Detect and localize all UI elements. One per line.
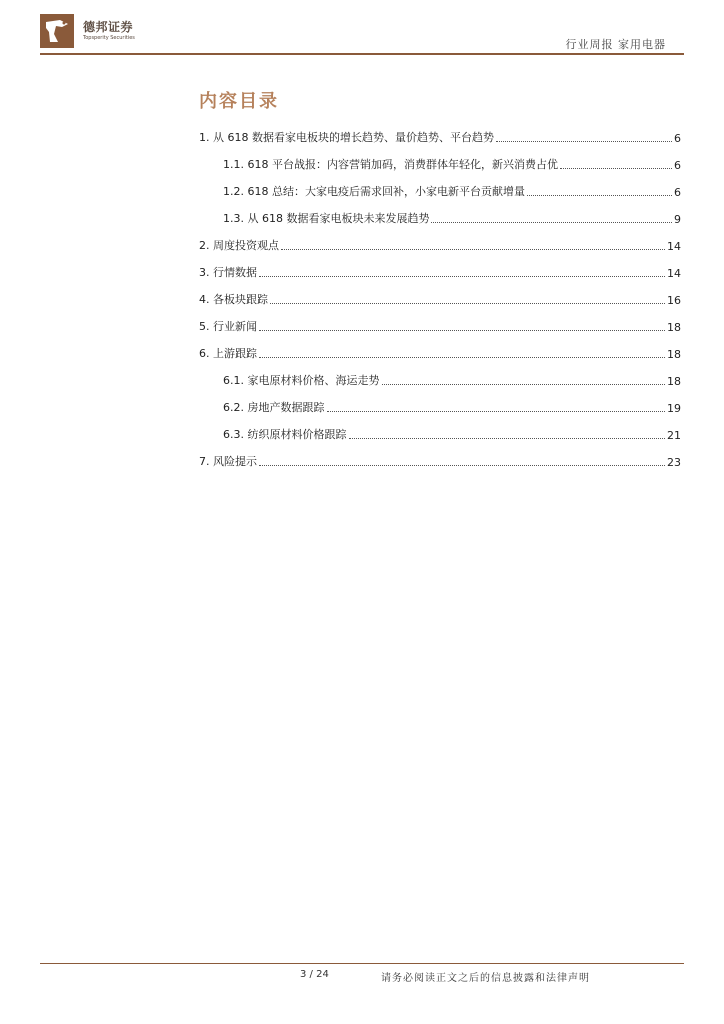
toc-entry[interactable]: [199, 421, 681, 448]
toc-entry[interactable]: [199, 232, 681, 259]
toc-entry[interactable]: [199, 286, 681, 313]
toc-entry-page: 6: [674, 186, 681, 199]
toc-entry[interactable]: [199, 259, 681, 286]
toc-entry-title: 6. 上游跟踪: [199, 347, 257, 360]
toc-dot-leader: [259, 465, 665, 466]
toc-dot-leader: [382, 384, 666, 385]
toc-entry-page: 18: [667, 321, 681, 334]
toc-entry-title: 4. 各板块跟踪: [199, 293, 268, 306]
toc-title: 内容目录: [199, 91, 279, 112]
toc-entry-page: 18: [667, 375, 681, 388]
toc-entry-title: 6.2. 房地产数据跟踪: [223, 401, 325, 414]
toc-dot-leader: [496, 141, 672, 142]
toc-dot-leader: [327, 411, 666, 412]
company-logo: [40, 14, 190, 50]
page-number: 3 / 24: [300, 969, 329, 980]
toc-entry[interactable]: [199, 448, 681, 475]
toc-entry-page: 18: [667, 348, 681, 361]
topsperity-logo-icon: [40, 14, 74, 48]
report-type: 行业周报 家用电器: [565, 38, 666, 51]
toc-entry-page: 6: [674, 159, 681, 172]
toc-dot-leader: [259, 330, 665, 331]
toc-entry-title: 2. 周度投资观点: [199, 239, 279, 252]
toc-entry[interactable]: [199, 340, 681, 367]
company-name-cn: 德邦证券: [83, 20, 134, 34]
toc-dot-leader: [259, 357, 665, 358]
toc-dot-leader: [259, 276, 665, 277]
toc-dot-leader: [560, 168, 672, 169]
page-header: [0, 0, 724, 60]
toc-entry-page: 21: [667, 429, 681, 442]
toc-entry-page: 23: [667, 456, 681, 469]
footer-divider: [40, 963, 684, 964]
toc-dot-leader: [527, 195, 672, 196]
toc-entry-page: 6: [674, 132, 681, 145]
legal-notice: 请务必阅读正文之后的信息披露和法律声明: [381, 973, 590, 984]
toc-entry-title: 6.3. 纺织原材料价格跟踪: [223, 428, 347, 441]
toc-dot-leader: [281, 249, 665, 250]
toc-entry-title: 5. 行业新闻: [199, 320, 257, 333]
toc-entry[interactable]: [199, 313, 681, 340]
toc-entry-title: 3. 行情数据: [199, 266, 257, 279]
toc-entry[interactable]: [199, 205, 681, 232]
company-name-en: Topsperity Securities: [83, 35, 135, 41]
toc-entry[interactable]: [199, 367, 681, 394]
toc-dot-leader: [431, 222, 672, 223]
toc-entry-title: 1.2. 618 总结：大家电疫后需求回补，小家电新平台贡献增量: [223, 185, 525, 198]
toc-entry-page: 16: [667, 294, 681, 307]
toc-entry-title: 6.1. 家电原材料价格、海运走势: [223, 374, 380, 387]
table-of-contents: [199, 124, 681, 475]
toc-entry-title: 1.1. 618 平台战报：内容营销加码，消费群体年轻化，新兴消费占优: [223, 158, 558, 171]
toc-dot-leader: [349, 438, 666, 439]
header-divider: [40, 53, 684, 55]
toc-entry-page: 9: [674, 213, 681, 226]
toc-entry-page: 14: [667, 240, 681, 253]
toc-entry[interactable]: [199, 178, 681, 205]
toc-entry-title: 7. 风险提示: [199, 455, 257, 468]
toc-entry-page: 14: [667, 267, 681, 280]
toc-entry[interactable]: [199, 151, 681, 178]
toc-entry-title: 1.3. 从 618 数据看家电板块未来发展趋势: [223, 212, 430, 225]
toc-dot-leader: [270, 303, 665, 304]
toc-entry[interactable]: [199, 124, 681, 151]
toc-entry[interactable]: [199, 394, 681, 421]
toc-entry-page: 19: [667, 402, 681, 415]
toc-entry-title: 1. 从 618 数据看家电板块的增长趋势、量价趋势、平台趋势: [199, 131, 494, 144]
